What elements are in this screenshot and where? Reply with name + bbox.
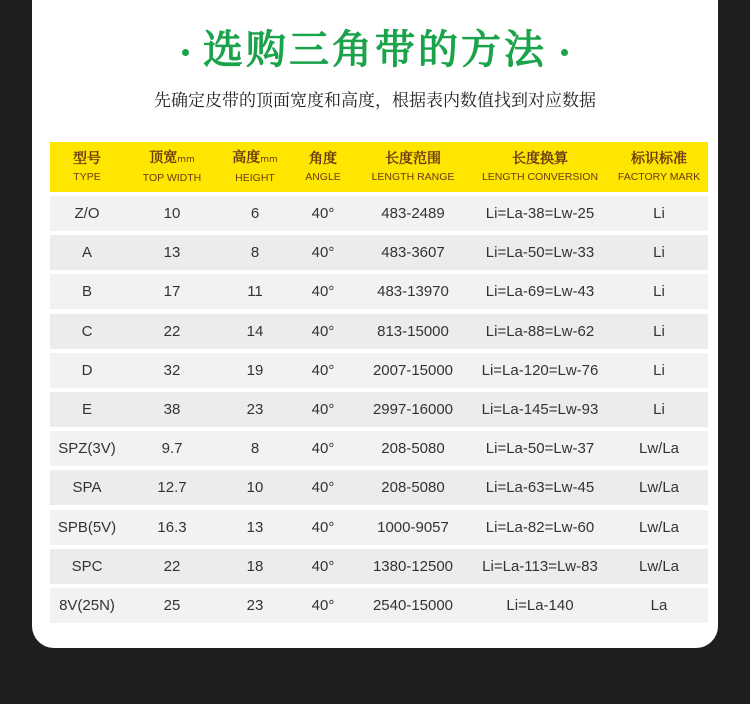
table-cell: 40° <box>311 322 335 340</box>
table-cell: Li=La-88=Lw-62 <box>485 322 595 340</box>
page-title <box>32 18 718 75</box>
header-cell <box>220 142 290 192</box>
table-cell: 13 <box>246 518 264 536</box>
table-row <box>50 431 708 466</box>
table-cell: 13 <box>163 244 181 262</box>
header-cn-label <box>232 149 278 169</box>
table-cell: Lw/La <box>638 518 680 536</box>
table-cell: Li=La-120=Lw-76 <box>481 361 599 379</box>
table-cell: 22 <box>163 322 181 340</box>
table-cell: C <box>81 322 93 340</box>
table-cell: 813-15000 <box>377 322 449 340</box>
table-cell: B <box>81 283 92 301</box>
table-row <box>50 235 708 270</box>
table-cell: Li <box>653 244 665 262</box>
table-cell: 2007-15000 <box>372 361 454 379</box>
table-cell: 1380-12500 <box>372 557 454 575</box>
header-cn-label <box>149 149 195 169</box>
table-cell: Li=La-140 <box>506 596 574 614</box>
table-cell: Lw/La <box>638 557 680 575</box>
table-cell: 23 <box>246 400 264 418</box>
table-row <box>50 196 708 231</box>
table-cell: 38 <box>163 400 181 418</box>
table-cell: 483-13970 <box>377 283 449 301</box>
table-cell: Li <box>653 400 665 418</box>
decorative-dot-left <box>182 49 189 56</box>
page-subtitle: 先确定皮带的顶面宽度和高度，根据表内数值找到对应数据 <box>154 91 596 111</box>
table-cell: 8V(25N) <box>59 596 115 614</box>
table-cell: La <box>650 596 668 614</box>
table-cell: 483-3607 <box>381 244 445 262</box>
page-title-text: 选购三角带的方法 <box>203 27 547 73</box>
table-cell: Li=La-69=Lw-43 <box>485 283 595 301</box>
table-cell: A <box>81 244 92 262</box>
table-cell: 6 <box>250 205 260 222</box>
header-cell <box>356 142 470 192</box>
header-en-label: FACTORY MARK <box>617 171 701 183</box>
table-cell: 19 <box>246 361 264 379</box>
header-cell <box>124 142 220 192</box>
table-cell: 2997-16000 <box>372 400 454 418</box>
table-cell: 208-5080 <box>381 440 445 458</box>
header-cn-text: 高度 <box>232 150 261 166</box>
table-cell: 8 <box>250 244 260 262</box>
table-cell: 40° <box>311 440 335 458</box>
table-cell: 9.7 <box>161 440 183 458</box>
table-row <box>50 510 708 545</box>
table-cell: 40° <box>311 244 335 262</box>
header-unit: mm <box>177 155 195 165</box>
table-cell: 23 <box>246 596 264 614</box>
table-cell: 10 <box>246 479 264 497</box>
header-cn-text: 顶宽 <box>149 150 178 166</box>
table-cell: 40° <box>311 205 335 222</box>
table-cell: Li=La-50=Lw-37 <box>485 440 595 458</box>
table-cell: Li <box>653 361 665 379</box>
content-card <box>32 0 718 648</box>
table-cell: 22 <box>163 557 181 575</box>
header-cell <box>470 142 610 192</box>
header-cn-label <box>385 150 441 168</box>
table-row <box>50 392 708 427</box>
header-cell <box>290 142 356 192</box>
table-cell: 18 <box>246 557 264 575</box>
table-row <box>50 314 708 349</box>
table-row <box>50 274 708 309</box>
table-cell: 10 <box>163 205 181 222</box>
table-cell: Li <box>653 322 665 340</box>
header-cell <box>610 142 708 192</box>
header-cn-text: 长度范围 <box>385 151 441 167</box>
table-cell: 8 <box>250 440 260 458</box>
table-cell: Li=La-82=Lw-60 <box>485 518 595 536</box>
table-cell: 40° <box>311 596 335 614</box>
header-en-label: LENGTH RANGE <box>371 171 455 183</box>
table-cell: D <box>81 361 93 379</box>
table-cell: 14 <box>246 322 264 340</box>
header-cn-label <box>631 150 687 168</box>
header-cn-label <box>73 150 101 168</box>
table-body <box>50 196 708 627</box>
table-cell: SPZ(3V) <box>58 440 116 458</box>
table-cell: Li <box>653 283 665 301</box>
table-cell: Li=La-38=Lw-25 <box>485 205 595 222</box>
table-cell: Lw/La <box>638 440 680 458</box>
header-en-label: LENGTH CONVERSION <box>481 171 599 183</box>
table-cell: Li <box>653 205 665 222</box>
table-cell: Li=La-145=Lw-93 <box>481 400 599 418</box>
header-en-label: ANGLE <box>305 171 341 183</box>
table-cell: 16.3 <box>157 518 187 536</box>
table-header <box>50 142 708 192</box>
table-cell: 40° <box>311 557 335 575</box>
header-en-label: HEIGHT <box>235 172 275 184</box>
table-cell: 40° <box>311 361 335 379</box>
table-cell: SPC <box>71 557 103 575</box>
table-cell: SPB(5V) <box>57 518 117 536</box>
table-cell: 483-2489 <box>381 205 445 222</box>
header-cn-text: 角度 <box>309 151 337 167</box>
header-cell <box>50 142 124 192</box>
header-cn-label <box>309 150 337 168</box>
table-cell: Li=La-113=Lw-83 <box>482 557 598 575</box>
table-cell: 32 <box>163 361 181 379</box>
table-row <box>50 549 708 584</box>
table-cell: 12.7 <box>157 479 187 497</box>
table-cell: E <box>81 400 92 418</box>
table-cell: 25 <box>163 596 181 614</box>
table-cell: 40° <box>311 479 335 497</box>
header-cn-text: 型号 <box>73 151 101 167</box>
table-row <box>50 470 708 505</box>
header-unit: mm <box>260 155 278 165</box>
table-cell: Li=La-50=Lw-33 <box>485 244 595 262</box>
table-cell: Li=La-63=Lw-45 <box>485 479 595 497</box>
table-cell: 11 <box>247 283 263 301</box>
table-row <box>50 353 708 388</box>
table-cell: 40° <box>311 400 335 418</box>
table-cell: Lw/La <box>638 479 680 497</box>
header-cn-label <box>512 150 568 168</box>
table-cell: 40° <box>311 283 335 301</box>
header-cn-text: 长度换算 <box>512 151 568 167</box>
table-cell: SPA <box>72 479 102 497</box>
table-cell: 1000-9057 <box>377 518 449 536</box>
decorative-dot-right <box>561 49 568 56</box>
table-cell: 17 <box>163 283 181 301</box>
table-cell: 40° <box>311 518 335 536</box>
table-cell: 2540-15000 <box>372 596 454 614</box>
header-en-label: TYPE <box>73 171 101 183</box>
table-row <box>50 588 708 623</box>
header-en-label: TOP WIDTH <box>142 172 202 184</box>
table-cell: Z/O <box>74 205 100 222</box>
header-cn-text: 标识标准 <box>631 151 687 167</box>
table-cell: 208-5080 <box>381 479 445 497</box>
